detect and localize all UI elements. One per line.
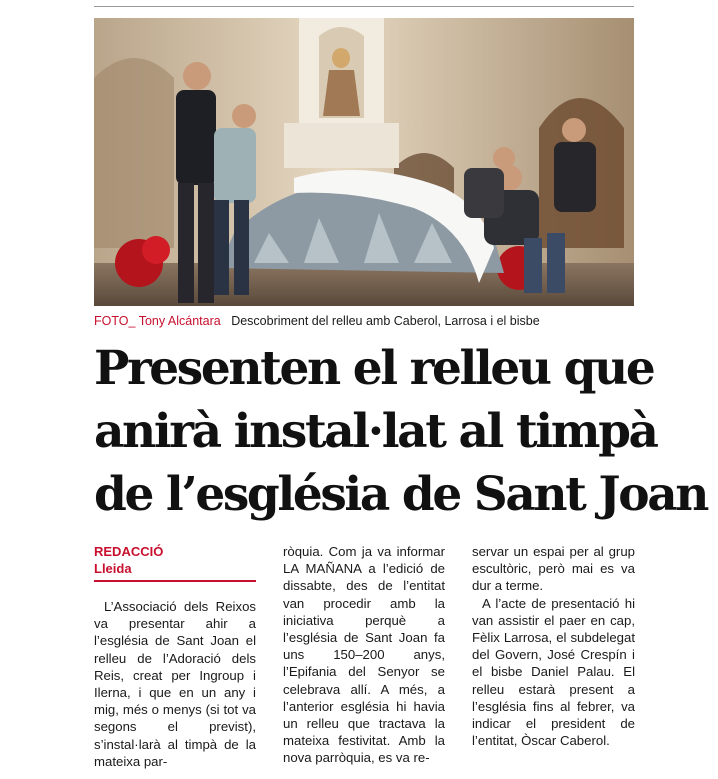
article-column-2 bbox=[283, 543, 445, 767]
photo-illustration bbox=[94, 18, 634, 306]
left-arch bbox=[94, 58, 174, 248]
top-rule bbox=[94, 6, 634, 7]
byline-author: REDACCIÓ bbox=[94, 544, 164, 559]
byline-rule bbox=[94, 580, 256, 582]
statue-head bbox=[332, 48, 350, 68]
byline bbox=[94, 543, 256, 582]
photo-caption bbox=[94, 313, 634, 329]
photo-credit-name: Tony Alcántara bbox=[138, 314, 221, 328]
paragraph: L’Associació dels Reixos va presentar ahir a l’església de Sant Joan el relleu de l’Adoració dels Reis, creat per Ingroup i Ilerna, i que en un any i mig, més o menys (si tot va segons el previst), s’instal·larà al timpà de la mateixa par- bbox=[94, 599, 256, 769]
paragraph: servar un espai per al grup escultòric, però mai es va dur a terme. bbox=[472, 544, 635, 594]
paragraph: A l’acte de presentació hi van assistir el paer en cap, Fèlix Larrosa, el subdelegat del Govern, José Crespín i el bisbe Daniel Palau. El relleu estarà present a l’església fins al febrer, va indicar el president de l’entitat, Òscar Caberol. bbox=[472, 595, 635, 749]
article-column-3 bbox=[472, 543, 635, 749]
byline-location: Lleida bbox=[94, 561, 132, 576]
headline-line-1: Presenten el relleu que bbox=[94, 341, 654, 396]
photo-credit-label: FOTO_ bbox=[94, 314, 136, 328]
headline bbox=[94, 337, 708, 526]
headline-line-3: de l’església de Sant Joan bbox=[94, 467, 708, 522]
statue-body bbox=[323, 70, 360, 116]
paragraph: ròquia. Com ja va informar LA MAÑANA a l’edició de dissabte, des de l’entitat van procedir amb la iniciativa perquè a l’església de Sant Joan fa uns 150–200 anys, l’Epifania del Senyor se celebrava allí. A més, a l’anterior església hi havia un relleu que tractava la mateixa festivitat. Amb la nova parròquia, es va re- bbox=[283, 544, 445, 766]
altar-base bbox=[284, 123, 399, 168]
caption-text: Descobriment del relleu amb Caberol, Larrosa i el bisbe bbox=[231, 314, 540, 328]
article-column-1 bbox=[94, 598, 256, 770]
article-photo bbox=[94, 18, 634, 306]
headline-line-2: anirà instal·lat al timpà bbox=[94, 404, 657, 459]
poinsettia-left-bloom bbox=[142, 236, 170, 264]
